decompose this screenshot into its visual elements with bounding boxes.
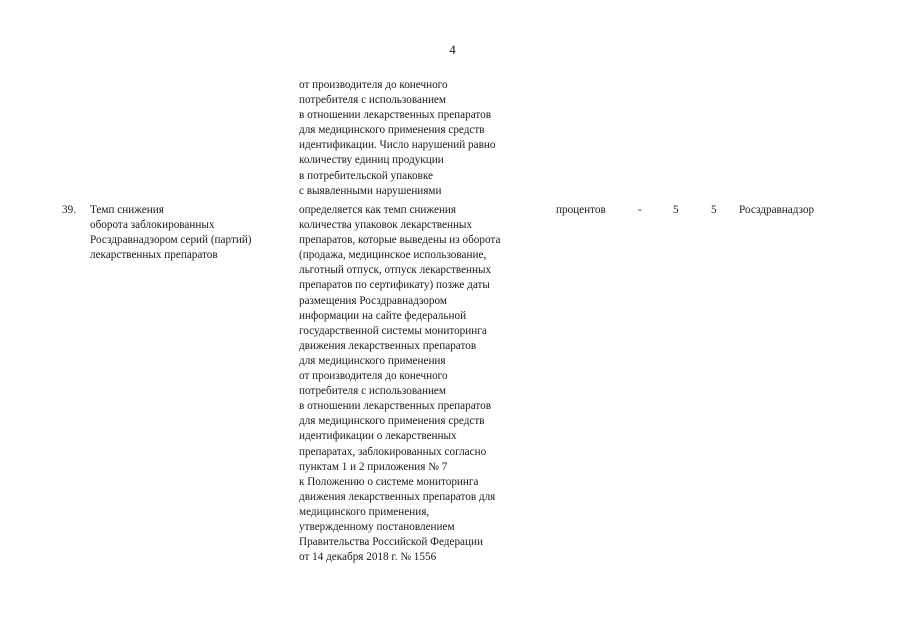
- text-line: в отношении лекарственных препаратов: [299, 400, 492, 413]
- indicator-name: [90, 203, 252, 263]
- text-line: (продажа, медицинское использование,: [299, 249, 487, 262]
- unit-cell: процентов: [556, 204, 606, 216]
- text-line: с выявленными нарушениями: [299, 184, 442, 197]
- text-line: потребителя с использованием: [299, 94, 446, 107]
- responsible-cell: Росздравнадзор: [739, 204, 815, 216]
- text-line: препаратов по сертификату) позже даты: [299, 279, 490, 292]
- text-line: информации на сайте федеральной: [299, 309, 467, 322]
- text-line: количества упаковок лекарственных: [299, 219, 473, 232]
- text-line: Росздравнадзором серий (партий): [90, 234, 252, 247]
- page-number: 4: [449, 42, 456, 57]
- text-line: от 14 декабря 2018 г. № 1556: [299, 551, 437, 564]
- text-line: к Положению о системе мониторинга: [299, 475, 479, 488]
- text-line: льготный отпуск, отпуск лекарственных: [299, 264, 492, 277]
- text-line: идентификации о лекарственных: [299, 430, 457, 443]
- text-line: размещения Росздравнадзором: [299, 294, 447, 307]
- text-line: пунктам 1 и 2 приложения № 7: [299, 460, 448, 473]
- year1-value-cell: 5: [673, 204, 679, 216]
- text-line: определяется как темп снижения: [299, 204, 457, 216]
- text-line: в потребительской упаковке: [299, 169, 433, 182]
- text-line: для медицинского применения: [299, 354, 446, 367]
- text-line: для медицинского применения средств: [299, 415, 485, 428]
- text-line: в отношении лекарственных препаратов: [299, 109, 492, 122]
- text-line: потребителя с использованием: [299, 385, 446, 398]
- text-line: Правительства Российской Федерации: [299, 536, 483, 549]
- text-line: оборота заблокированных: [90, 219, 215, 232]
- text-line: от производителя до конечного: [299, 370, 448, 383]
- text-line: движения лекарственных препаратов для: [299, 490, 496, 503]
- text-line: утвержденному постановлением: [299, 520, 455, 533]
- base-value-cell: -: [638, 204, 642, 216]
- text-line: количеству единиц продукции: [299, 154, 444, 167]
- row-number: 39.: [62, 204, 76, 216]
- text-line: идентификации. Число нарушений равно: [299, 139, 496, 152]
- calculation-method: [299, 203, 500, 565]
- year2-value-cell: 5: [711, 204, 717, 216]
- text-line: препаратах, заблокированных согласно: [299, 445, 487, 458]
- text-line: лекарственных препаратов: [90, 249, 218, 262]
- text-line: препаратов, которые выведены из оборота: [299, 234, 501, 247]
- text-line: для медицинского применения средств: [299, 124, 485, 137]
- continuation-text: [299, 78, 495, 199]
- text-line: государственной системы мониторинга: [299, 324, 487, 337]
- text-line: Темп снижения: [90, 204, 164, 216]
- text-line: движения лекарственных препаратов: [299, 339, 477, 352]
- text-line: от производителя до конечного: [299, 79, 448, 91]
- text-line: медицинского применения,: [299, 505, 430, 518]
